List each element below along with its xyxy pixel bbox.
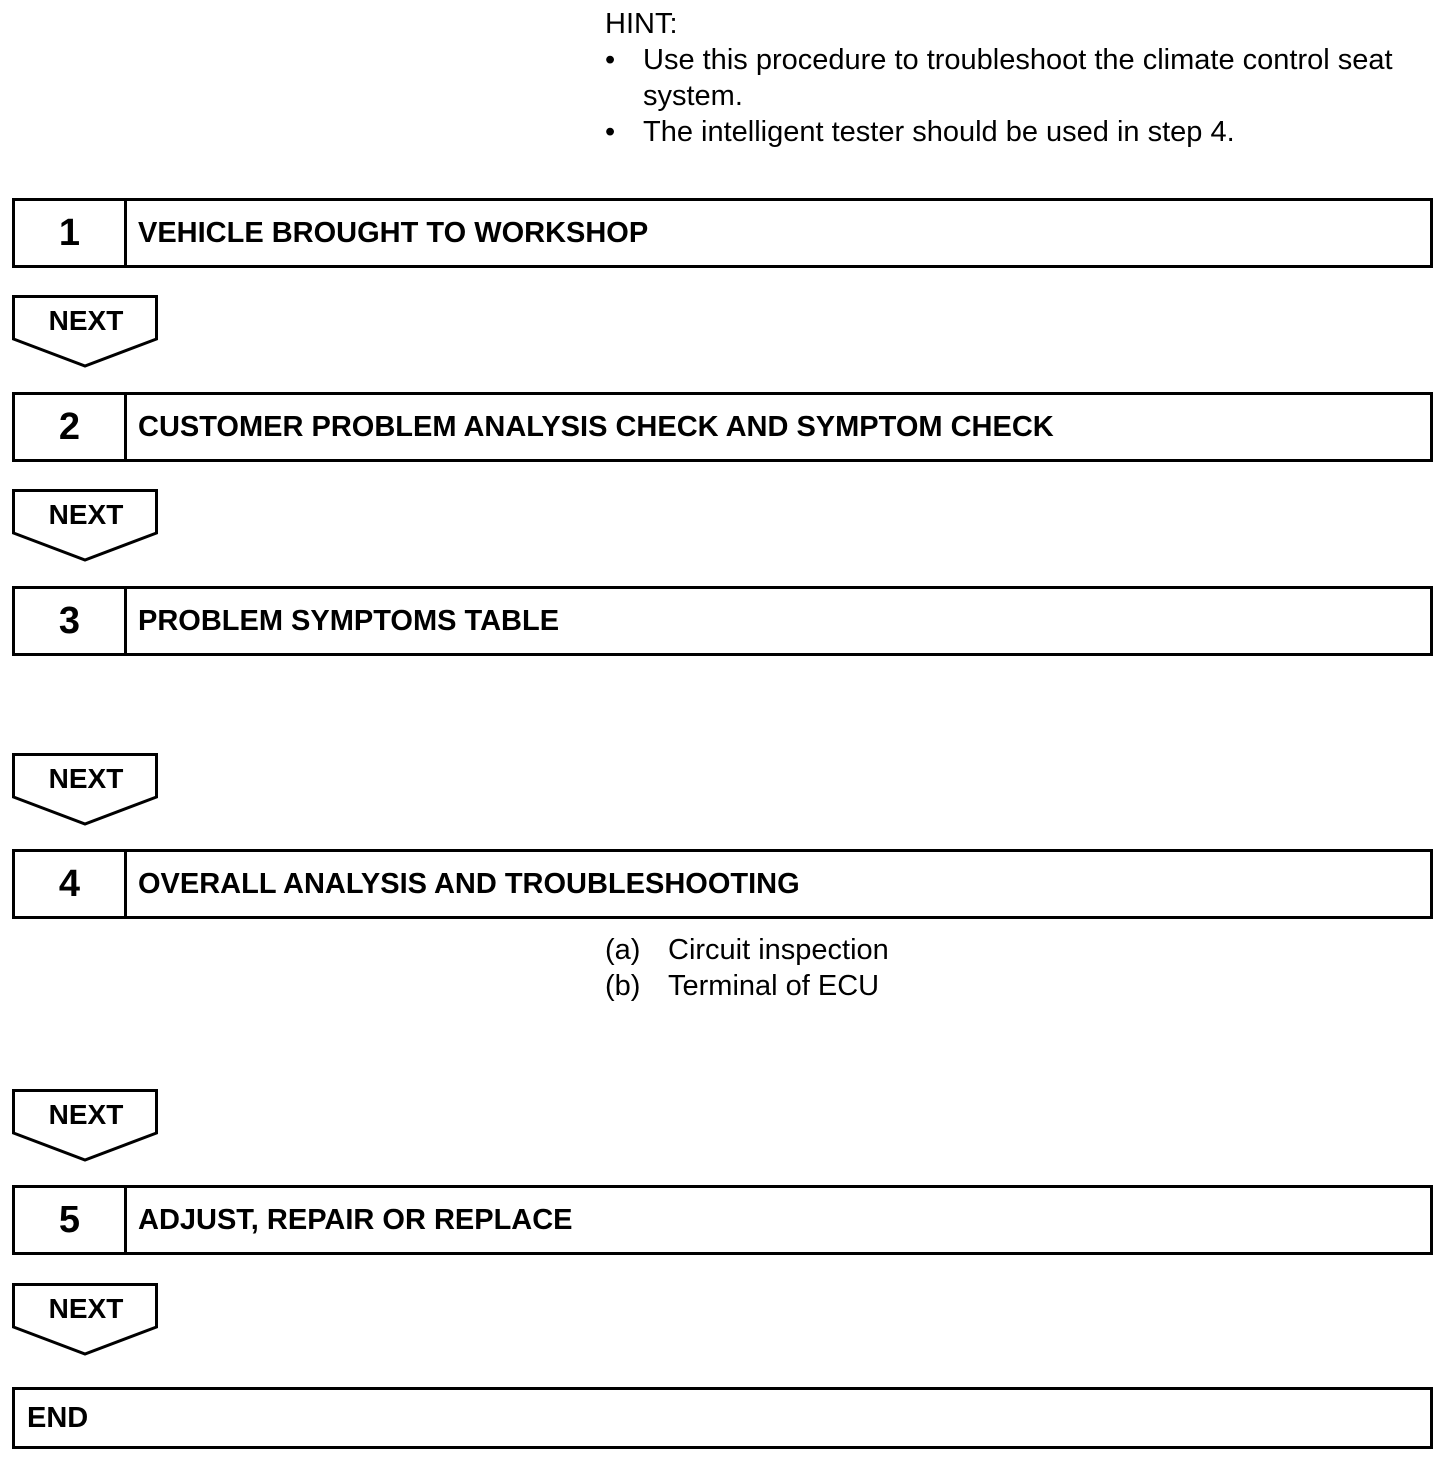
hint-bullet-text: The intelligent tester should be used in step 4. bbox=[643, 116, 1235, 148]
bullet-dot: • bbox=[605, 116, 616, 148]
next-arrow-3 bbox=[12, 753, 160, 827]
substep-text: Terminal of ECU bbox=[668, 970, 880, 1002]
step-4-substeps bbox=[605, 932, 889, 1004]
substep-letter: (a) bbox=[605, 934, 641, 966]
step-5-box bbox=[12, 1185, 1433, 1255]
next-arrow-1 bbox=[12, 295, 160, 369]
substep-text: Circuit inspection bbox=[668, 934, 889, 966]
step-title: VEHICLE BROUGHT TO WORKSHOP bbox=[138, 216, 649, 249]
step-title: OVERALL ANALYSIS AND TROUBLESHOOTING bbox=[138, 867, 800, 900]
step-title: CUSTOMER PROBLEM ANALYSIS CHECK AND SYMPTOM CHECK bbox=[138, 410, 1054, 443]
next-label: NEXT bbox=[48, 1293, 124, 1324]
step-number: 1 bbox=[15, 201, 127, 265]
step-number: 3 bbox=[15, 589, 127, 653]
hint-bullet-1 bbox=[605, 42, 1445, 114]
substep-a bbox=[605, 932, 889, 968]
step-number: 2 bbox=[15, 395, 127, 459]
hint-block bbox=[605, 6, 1445, 150]
substep-b bbox=[605, 968, 889, 1004]
step-number: 5 bbox=[15, 1188, 127, 1252]
step-3-box bbox=[12, 586, 1433, 656]
step-title: ADJUST, REPAIR OR REPLACE bbox=[138, 1203, 573, 1236]
hint-bullet-2 bbox=[605, 114, 1445, 150]
next-arrow-2 bbox=[12, 489, 160, 563]
step-number: 4 bbox=[15, 852, 127, 916]
step-title: PROBLEM SYMPTOMS TABLE bbox=[138, 604, 560, 637]
end-box: END bbox=[12, 1387, 1433, 1449]
step-1-box bbox=[12, 198, 1433, 268]
next-label: NEXT bbox=[48, 305, 124, 336]
step-2-box bbox=[12, 392, 1433, 462]
next-label: NEXT bbox=[48, 763, 124, 794]
next-arrow-5 bbox=[12, 1283, 160, 1357]
next-label: NEXT bbox=[48, 499, 124, 530]
step-4-box bbox=[12, 849, 1433, 919]
hint-bullet-text: Use this procedure to troubleshoot the climate control seat system. bbox=[643, 44, 1393, 112]
next-arrow-4 bbox=[12, 1089, 160, 1163]
next-label: NEXT bbox=[48, 1099, 124, 1130]
bullet-dot: • bbox=[605, 44, 616, 76]
hint-title: HINT: bbox=[605, 8, 678, 40]
substep-letter: (b) bbox=[605, 970, 641, 1002]
